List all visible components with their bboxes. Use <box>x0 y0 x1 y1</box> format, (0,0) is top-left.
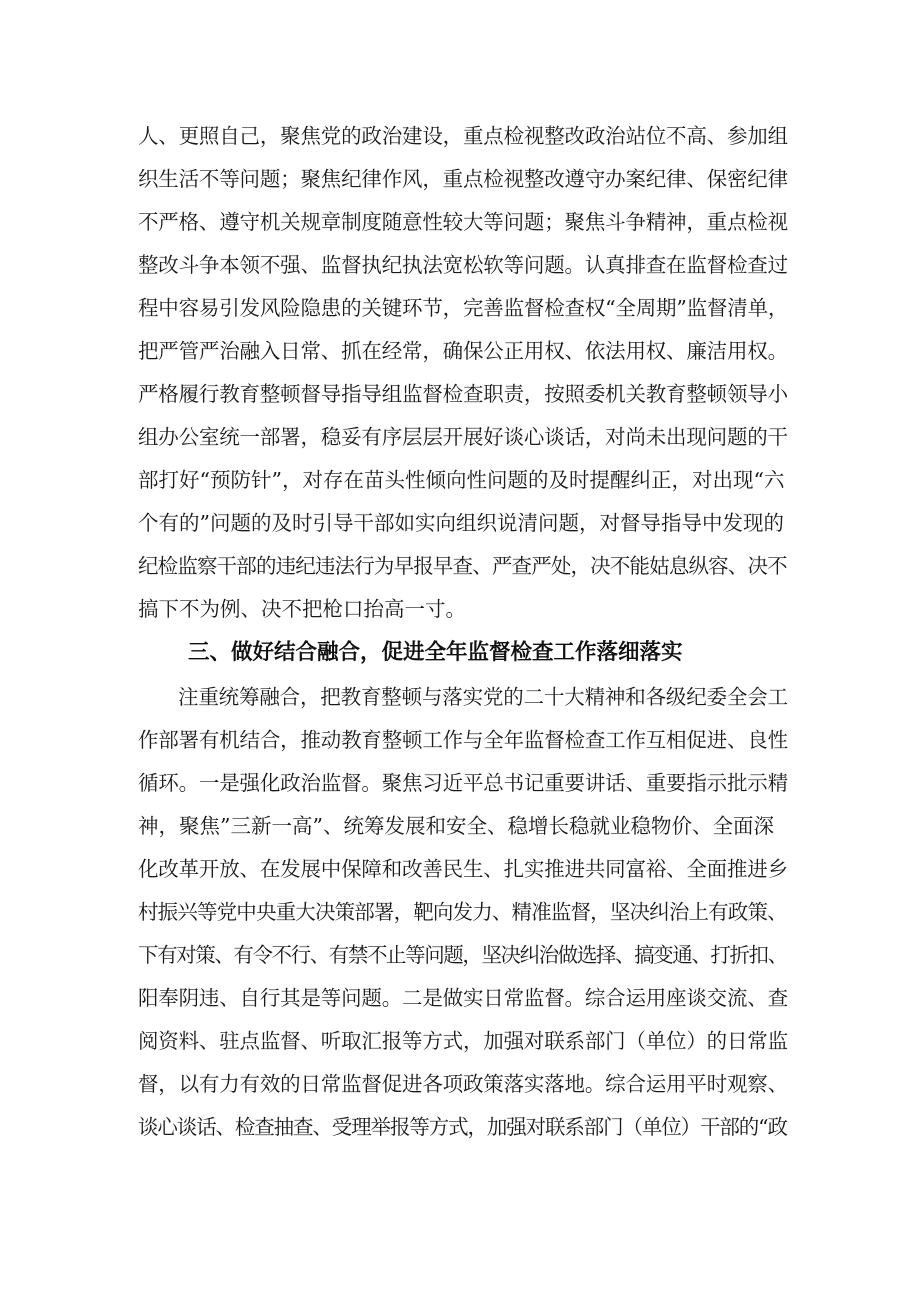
body-text-line: 搞下不为例、决不把枪口抬高一寸。 <box>138 597 466 621</box>
body-text-line: 纪检监察干部的违纪违法行为早报早查、严查严处，决不能姑息纵容、决不 <box>138 554 787 578</box>
body-text-line: 把严管严治融入日常、抓在经常，确保公正用权、依法用权、廉洁用权。 <box>138 339 788 363</box>
body-text-line: 村振兴等党中央重大决策部署，靶向发力、精准监督，坚决纠治上有政策、 <box>138 900 787 924</box>
body-text-line: 化改革开放、在发展中保障和改善民生、扎实推进共同富裕、全面推进乡 <box>138 857 788 881</box>
body-text-line: 循环。一是强化政治监督。聚焦习近平总书记重要讲话、重要指示批示精 <box>138 771 788 795</box>
body-text-line: 组办公室统一部署，稳妥有序层层开展好谈心谈话，对尚未出现问题的干 <box>138 425 788 449</box>
body-text-line: 严格履行教育整顿督导指导组监督检查职责，按照委机关教育整顿领导小 <box>138 382 788 406</box>
body-text-line: 督，以有力有效的日常监督促进各项政策落实落地。综合运用平时观察、 <box>138 1072 788 1096</box>
body-text-line: 部打好“预防针”，对存在苗头性倾向性问题的及时提醒纠正，对出现“六 <box>138 468 785 492</box>
body-text-line: 阳奉阴违、自行其是等问题。二是做实日常监督。综合运用座谈交流、查 <box>138 986 788 1010</box>
body-text-line: 不严格、遵守机关规章制度随意性较大等问题；聚焦斗争精神，重点检视 <box>138 210 788 234</box>
body-text-line: 织生活不等问题；聚焦纪律作风，重点检视整改遵守办案纪律、保密纪律 <box>138 167 788 191</box>
body-text-line: 谈心谈话、检查抽查、受理举报等方式，加强对联系部门（单位）干部的“政 <box>138 1115 787 1139</box>
body-text-line: 个有的”问题的及时引导干部如实向组织说清问题，对督导指导中发现的 <box>138 511 784 535</box>
section-heading: 三、做好结合融合，促进全年监督检查工作落细落实 <box>188 640 683 665</box>
body-text-line: 整改斗争本领不强、监督执纪执法宽松软等问题。认真排查在监督检查过 <box>138 253 788 277</box>
body-text-line: 下有对策、有令不行、有禁不止等问题，坚决纠治做选择、搞变通、打折扣、 <box>138 943 787 967</box>
body-text-line: 阅资料、驻点监督、听取汇报等方式，加强对联系部门（单位）的日常监 <box>138 1029 788 1053</box>
body-text-line: 作部署有机结合，推动教育整顿工作与全年监督检查工作互相促进、良性 <box>138 728 788 752</box>
body-text-line: 人、更照自己，聚焦党的政治建设，重点检视整改政治站位不高、参加组 <box>138 124 788 148</box>
body-text-line: 注重统筹融合，把教育整顿与落实党的二十大精神和各级纪委全会工 <box>178 685 788 709</box>
body-text-line: 程中容易引发风险隐患的关键环节，完善监督检查权“全周期”监督清单， <box>138 296 789 320</box>
body-text-line: 神，聚焦”三新一高”、统筹发展和安全、稳增长稳就业稳物价、全面深 <box>138 814 774 838</box>
